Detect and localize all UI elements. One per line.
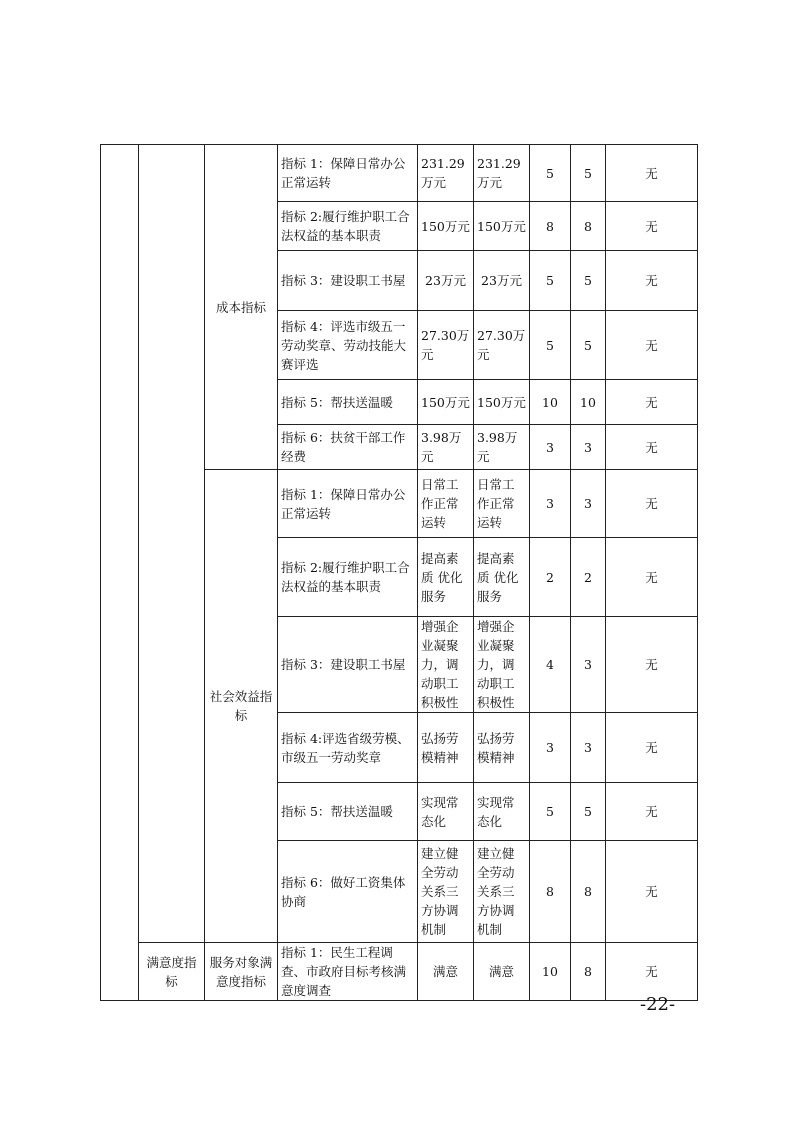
indicator-name: 指标 3：建设职工书屋 bbox=[278, 617, 418, 713]
note: 无 bbox=[606, 713, 698, 783]
performance-indicator-table bbox=[100, 144, 698, 1001]
score: 5 bbox=[571, 783, 606, 841]
table-row bbox=[101, 943, 698, 1001]
target-value: 增强企业凝聚力，调动职工积极性 bbox=[418, 617, 474, 713]
indicator-name: 指标 6：扶贫干部工作经费 bbox=[278, 425, 418, 470]
weight-score: 8 bbox=[530, 202, 571, 251]
indicator-name: 指标 4:评选省级劳模、市级五一劳动奖章 bbox=[278, 713, 418, 783]
score: 8 bbox=[571, 841, 606, 943]
weight-score: 5 bbox=[530, 145, 571, 202]
indicator-name: 指标 6：做好工资集体协商 bbox=[278, 841, 418, 943]
actual-value: 150万元 bbox=[474, 380, 530, 425]
weight-score: 4 bbox=[530, 617, 571, 713]
weight-score: 3 bbox=[530, 713, 571, 783]
actual-value: 实现常态化 bbox=[474, 783, 530, 841]
target-value: 150万元 bbox=[418, 202, 474, 251]
score: 3 bbox=[571, 713, 606, 783]
indicator-name: 指标 2:履行维护职工合法权益的基本职责 bbox=[278, 538, 418, 617]
indicator-name: 指标 5：帮扶送温暖 bbox=[278, 783, 418, 841]
score: 8 bbox=[571, 943, 606, 1001]
level1-category-cell bbox=[101, 145, 139, 1001]
actual-value: 27.30万元 bbox=[474, 311, 530, 380]
note: 无 bbox=[606, 202, 698, 251]
target-value: 3.98万元 bbox=[418, 425, 474, 470]
target-value: 满意 bbox=[418, 943, 474, 1001]
weight-score: 10 bbox=[530, 943, 571, 1001]
note: 无 bbox=[606, 783, 698, 841]
weight-score: 5 bbox=[530, 251, 571, 311]
score: 5 bbox=[571, 251, 606, 311]
weight-score: 5 bbox=[530, 783, 571, 841]
indicator-name: 指标 1：保障日常办公正常运转 bbox=[278, 145, 418, 202]
score: 2 bbox=[571, 538, 606, 617]
indicator-name: 指标 2:履行维护职工合法权益的基本职责 bbox=[278, 202, 418, 251]
actual-value: 23万元 bbox=[474, 251, 530, 311]
weight-score: 3 bbox=[530, 470, 571, 538]
actual-value: 3.98万元 bbox=[474, 425, 530, 470]
indicator-name: 指标 4：评选市级五一劳动奖章、劳动技能大赛评选 bbox=[278, 311, 418, 380]
target-value: 150万元 bbox=[418, 380, 474, 425]
target-value: 建立健全劳动关系三方协调机制 bbox=[418, 841, 474, 943]
weight-score: 8 bbox=[530, 841, 571, 943]
note: 无 bbox=[606, 841, 698, 943]
page-number: -22- bbox=[640, 994, 676, 1015]
indicator-name: 指标 1：民生工程调查、市政府目标考核满意度调查 bbox=[278, 943, 418, 1001]
score: 10 bbox=[571, 380, 606, 425]
note: 无 bbox=[606, 380, 698, 425]
note: 无 bbox=[606, 617, 698, 713]
score: 8 bbox=[571, 202, 606, 251]
actual-value: 弘扬劳模精神 bbox=[474, 713, 530, 783]
weight-score: 10 bbox=[530, 380, 571, 425]
note: 无 bbox=[606, 538, 698, 617]
target-value: 实现常态化 bbox=[418, 783, 474, 841]
level3-category-satisfaction: 服务对象满意度指标 bbox=[205, 943, 278, 1001]
actual-value: 日常工作正常运转 bbox=[474, 470, 530, 538]
table-row bbox=[101, 145, 698, 202]
weight-score: 5 bbox=[530, 311, 571, 380]
note: 无 bbox=[606, 251, 698, 311]
target-value: 弘扬劳模精神 bbox=[418, 713, 474, 783]
target-value: 27.30万元 bbox=[418, 311, 474, 380]
weight-score: 2 bbox=[530, 538, 571, 617]
score: 5 bbox=[571, 145, 606, 202]
target-value: 提高素质 优化服务 bbox=[418, 538, 474, 617]
indicator-name: 指标 5：帮扶送温暖 bbox=[278, 380, 418, 425]
weight-score: 3 bbox=[530, 425, 571, 470]
score: 3 bbox=[571, 470, 606, 538]
indicator-name: 指标 1：保障日常办公正常运转 bbox=[278, 470, 418, 538]
level3-category-cost: 成本指标 bbox=[205, 145, 278, 470]
target-value: 日常工作正常运转 bbox=[418, 470, 474, 538]
level2-category-cell bbox=[139, 145, 205, 943]
target-value: 231.29万元 bbox=[418, 145, 474, 202]
actual-value: 150万元 bbox=[474, 202, 530, 251]
score: 5 bbox=[571, 311, 606, 380]
indicator-name: 指标 3：建设职工书屋 bbox=[278, 251, 418, 311]
level2-category-satisfaction: 满意度指标 bbox=[139, 943, 205, 1001]
score: 3 bbox=[571, 425, 606, 470]
level3-category-social: 社会效益指标 bbox=[205, 470, 278, 943]
note: 无 bbox=[606, 425, 698, 470]
actual-value: 满意 bbox=[474, 943, 530, 1001]
actual-value: 建立健全劳动关系三方协调机制 bbox=[474, 841, 530, 943]
note: 无 bbox=[606, 145, 698, 202]
score: 3 bbox=[571, 617, 606, 713]
target-value: 23万元 bbox=[418, 251, 474, 311]
note: 无 bbox=[606, 943, 698, 1001]
note: 无 bbox=[606, 311, 698, 380]
note: 无 bbox=[606, 470, 698, 538]
actual-value: 增强企业凝聚力，调动职工积极性 bbox=[474, 617, 530, 713]
actual-value: 提高素质 优化服务 bbox=[474, 538, 530, 617]
actual-value: 231.29万元 bbox=[474, 145, 530, 202]
